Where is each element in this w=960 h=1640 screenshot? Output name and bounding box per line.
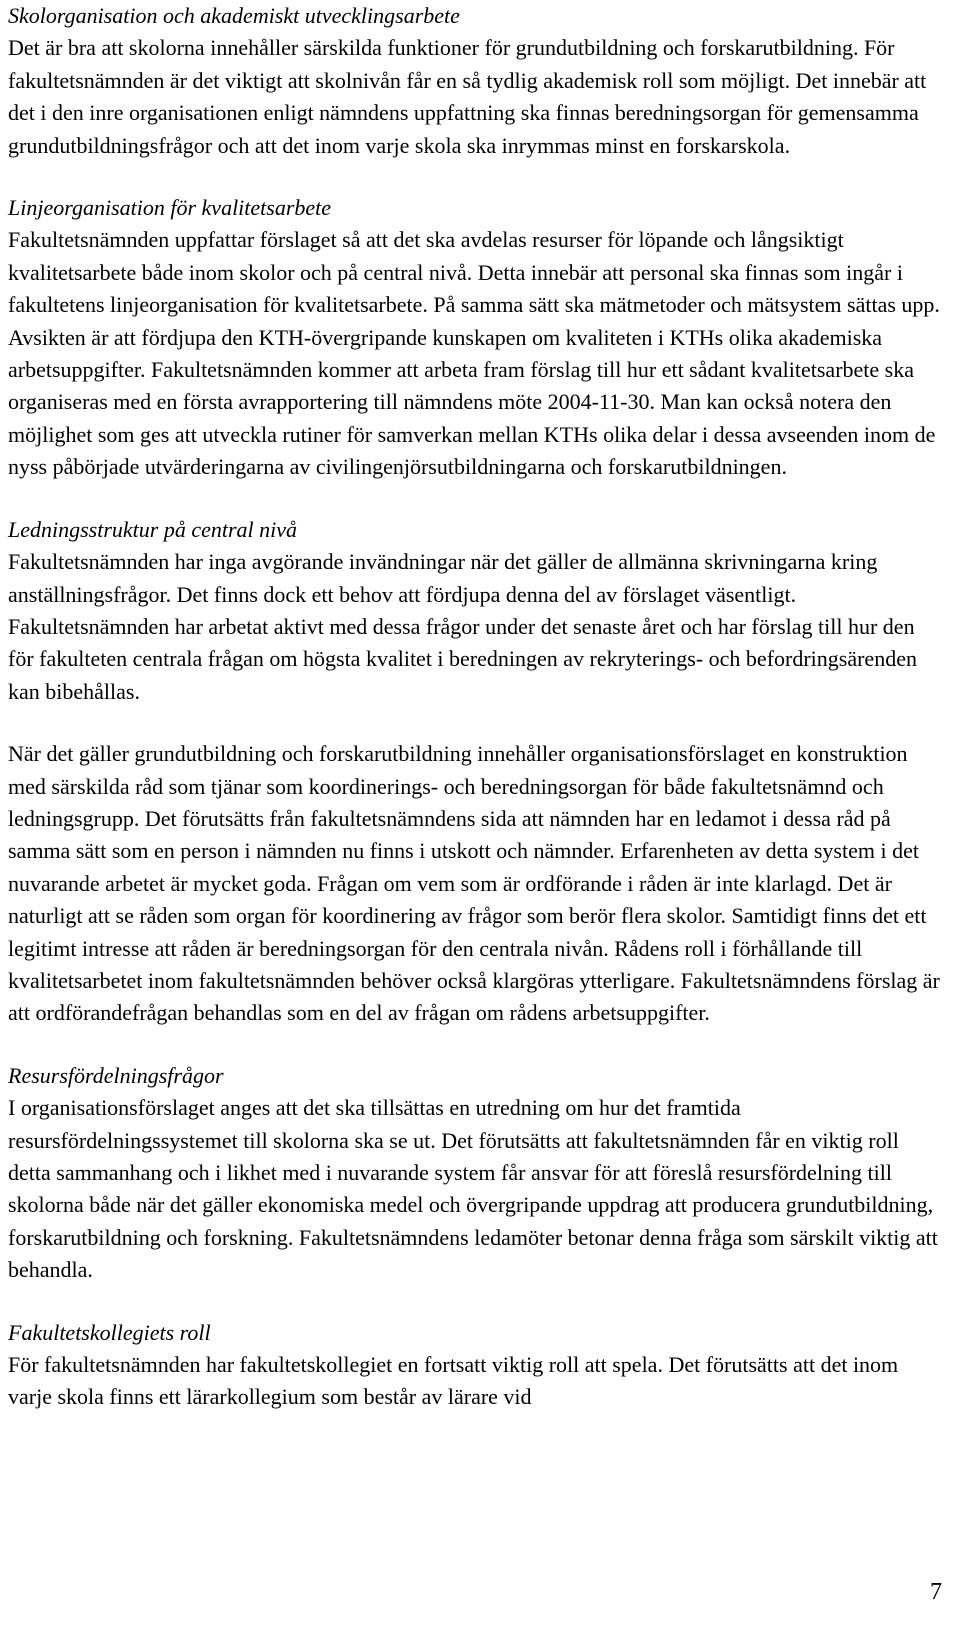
section-heading: Resursfördelningsfrågor bbox=[8, 1062, 224, 1088]
section-paragraph: I organisationsförslaget anges att det ska tillsättas en utredning om hur det framtida resursfördelningssystemet till skolorna ska se ut. Det förutsätts att fakultetsnämnden får en viktig roll detta sammanhang och i likhet med i nuvarande system får ansvar för att föreslå resursfördelning till skolorna både när det gäller ekonomiska medel och övergripande uppdrag att producera grundutbildning, forskarutbildning och forskning. Fakultetsnämndens ledamöter betonar denna fråga som särskilt viktig att behandla. bbox=[8, 1095, 938, 1283]
section-spacer bbox=[8, 162, 943, 192]
section-paragraph: När det gäller grundutbildning och forskarutbildning innehåller organisationsförslaget en konstruktion med särskilda råd som tjänar som koordinerings- och beredningsorgan för både fakultetsnämnd och ledningsgrupp. Det förutsätts från fakultetsnämndens sida att nämnden har en ledamot i dessa råd på samma sätt som en person i nämnden nu finns i utskott och nämnder. Erfarenheten av detta system i det nuvarande arbetet är mycket goda. Frågan om vem som är ordförande i råden är inte klarlagd. Det är naturligt att se råden som organ för koordinering av frågor som berör flera skolor. Samtidigt finns det ett legitimt intresse att råden är beredningsorgan för den centrala nivån. Rådens roll i förhållande till kvalitetsarbetet inom fakultetsnämnden behöver också klargöras ytterligare. Fakultetsnämndens förslag är att ordförandefrågan behandlas som en del av frågan om rådens arbetsuppgifter. bbox=[8, 741, 940, 1026]
document-page bbox=[8, 0, 943, 1414]
section-skolorganisation bbox=[8, 0, 943, 162]
section-spacer bbox=[8, 484, 943, 514]
section-heading: Fakultetskollegiets roll bbox=[8, 1319, 211, 1345]
section-heading: Ledningsstruktur på central nivå bbox=[8, 516, 298, 542]
section-paragraph: Fakultetsnämnden har inga avgörande invändningar när det gäller de allmänna skrivningarna kring anställningsfrågor. Det finns dock ett behov att fördjupa denna del av förslaget väsentligt. Fakultetsnämnden har arbetat aktivt med dessa frågor under det senaste året och har förslag till hur den för fakulteten centrala frågan om högsta kvalitet i beredningen av rekryterings- och befordringsärenden kan bibehållas. bbox=[8, 549, 917, 704]
section-spacer bbox=[8, 1030, 943, 1060]
section-paragraph: Det är bra att skolorna innehåller särskilda funktioner för grundutbildning och forskarutbildning. För fakultetsnämnden är det viktigt att skolnivån får en så tydlig akademisk roll som möjligt. Det innebär att det i den inre organisationen enligt nämndens uppfattning ska finnas beredningsorgan för gemensamma grundutbildningsfrågor och att det inom varje skola ska inrymmas minst en forskarskola. bbox=[8, 35, 927, 158]
section-ledningsstruktur bbox=[8, 514, 943, 1030]
section-spacer bbox=[8, 1287, 943, 1317]
section-fakultetskollegiet bbox=[8, 1317, 943, 1414]
section-paragraph: Fakultetsnämnden uppfattar förslaget så att det ska avdelas resurser för löpande och långsiktigt kvalitetsarbete både inom skolor och på central nivå. Detta innebär att personal ska finnas som ingår i fakultetens linjeorganisation för kvalitetsarbete. På samma sätt ska mätmetoder och mätsystem sättas upp. Avsikten är att fördjupa den KTH-övergripande kunskapen om kvaliteten i KTHs olika akademiska arbetsuppgifter. Fakultetsnämnden kommer att arbeta fram förslag till hur ett sådant kvalitetsarbete ska organiseras med en första avrapportering till nämndens möte 2004-11-30. Man kan också notera den möjlighet som ges att utveckla rutiner för samverkan mellan KTHs olika delar i dessa avseenden inom de nyss påbörjade utvärderingarna av civilingenjörsutbildningarna och forskarutbildningen. bbox=[8, 227, 940, 480]
paragraph-spacer bbox=[8, 708, 943, 738]
section-resursfordelning bbox=[8, 1060, 943, 1287]
page-number: 7 bbox=[930, 1579, 942, 1605]
section-heading: Linjeorganisation för kvalitetsarbete bbox=[8, 195, 332, 221]
section-paragraph: För fakultetsnämnden har fakultetskollegiet en fortsatt viktig roll att spela. Det förutsätts att det inom varje skola finns ett lärarkollegium som består av lärare vid bbox=[8, 1352, 899, 1410]
section-linjeorganisation bbox=[8, 192, 943, 484]
section-heading: Skolorganisation och akademiskt utvecklingsarbete bbox=[8, 3, 460, 28]
